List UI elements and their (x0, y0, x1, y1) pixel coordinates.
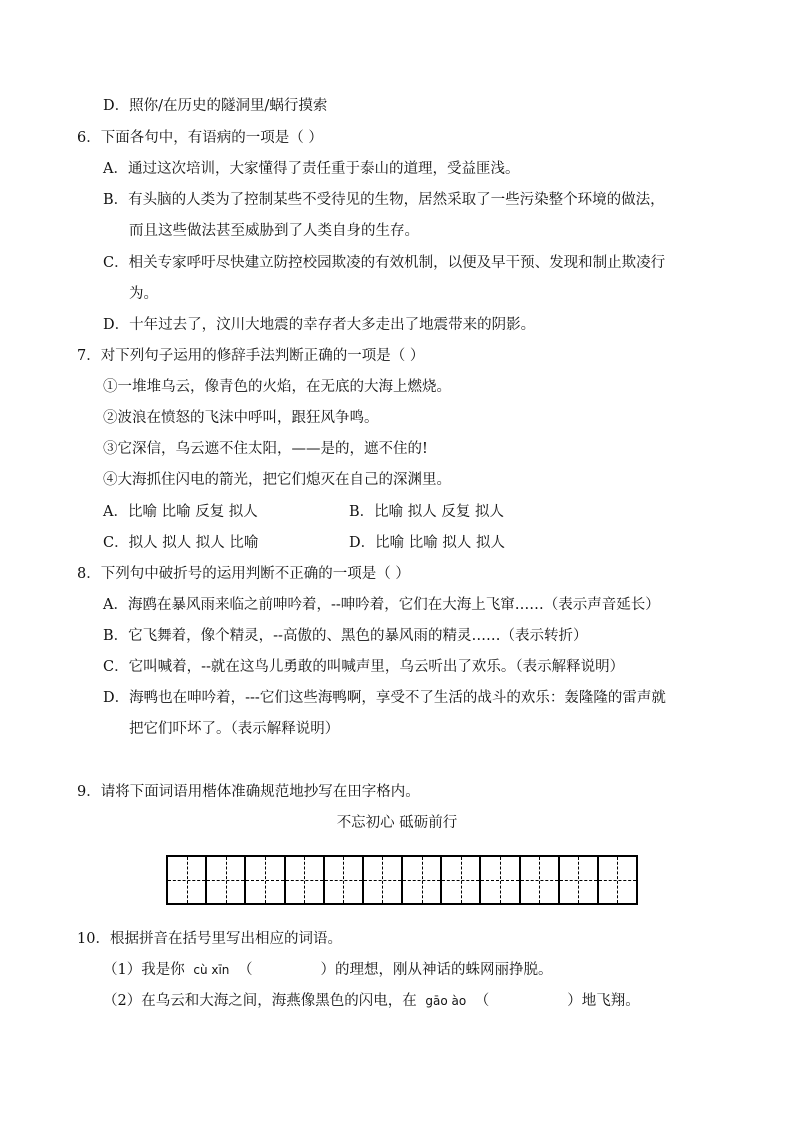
q10-item1-close: ）的理想，刚从神话的蛛网丽挣脱。 (320, 962, 553, 978)
q7-option-c: C．拟人 拟人 拟人 比喻 (103, 535, 259, 551)
q10-item1-open-paren: （ (238, 962, 253, 978)
cell-vertical-guide (187, 857, 188, 903)
tianzi-cell[interactable] (168, 857, 207, 903)
q10-item2-open-paren: （ (474, 993, 490, 1009)
q9-words: 不忘初心 砥砺前行 (336, 815, 458, 831)
q10-item1-pinyin: cù xīn (193, 963, 230, 977)
q8-option-a: A．海鸥在暴风雨来临之前呻吟着，--呻吟着，它们在大海上飞窜……（表示声音延长） (103, 597, 660, 613)
tianzi-cell[interactable] (521, 857, 560, 903)
q10-item-1 (103, 960, 553, 980)
q10-stem: 10．根据拼音在括号里写出相应的词语。 (77, 931, 342, 947)
tianzi-cell[interactable] (207, 857, 246, 903)
tianzi-cell[interactable] (286, 857, 325, 903)
q8-option-b: B．它飞舞着，像个精灵，--高傲的、黑色的暴风雨的精灵……（表示转折） (103, 628, 588, 644)
cell-vertical-guide (226, 857, 227, 903)
cell-vertical-guide (461, 857, 462, 903)
q10-item1-prefix: （1）我是你 (103, 962, 185, 978)
q7-sentence-3: ③它深信，乌云遮不住太阳，——是的，遮不住的! (103, 441, 428, 457)
q8-option-d-line2: 把它们吓坏了。（表示解释说明） (129, 721, 340, 737)
q10-item2-pinyin: gāo ào (425, 994, 467, 1008)
q6-option-c-line2: 为。 (129, 286, 158, 302)
q7-stem: 7．对下列句子运用的修辞手法判断正确的一项是（ ） (77, 348, 425, 364)
q10-item2-prefix: （2）在乌云和大海之间，海燕像黑色的闪电，在 (103, 993, 417, 1009)
q7-sentence-1: ①一堆堆乌云，像青色的火焰，在无底的大海上燃烧。 (103, 379, 451, 395)
tianzi-cell[interactable] (599, 857, 636, 903)
q7-options-row-2 (0, 533, 794, 553)
tianzi-cell[interactable] (481, 857, 520, 903)
tianzi-cell[interactable] (364, 857, 403, 903)
tianzi-grid[interactable] (166, 855, 638, 905)
tianzi-cell[interactable] (246, 857, 285, 903)
tianzi-cell[interactable] (442, 857, 481, 903)
cell-vertical-guide (422, 857, 423, 903)
q7-option-d: D．比喻 比喻 拟人 拟人 (349, 535, 505, 551)
cell-vertical-guide (578, 857, 579, 903)
q6-option-d: D．十年过去了，汶川大地震的幸存者大多走出了地震带来的阴影。 (103, 317, 536, 333)
q8-option-d-line1: D．海鸭也在呻吟着，---它们这些海鸭啊，享受不了生活的战斗的欢乐：轰隆隆的雷声就 (103, 690, 666, 706)
q6-option-c-line1: C．相关专家呼吁尽快建立防控校园欺凌的有效机制，以便及早干预、发现和制止欺凌行 (103, 255, 666, 271)
q7-sentence-4: ④大海抓住闪电的箭光，把它们熄灭在自己的深渊里。 (103, 472, 451, 488)
cell-vertical-guide (382, 857, 383, 903)
tianzi-cell[interactable] (325, 857, 364, 903)
q5-option-d: D．照你/在历史的隧洞里/蜗行摸索 (103, 98, 328, 114)
q8-stem: 8．下列句中破折号的运用判断不正确的一项是（ ） (77, 566, 410, 582)
cell-vertical-guide (343, 857, 344, 903)
q7-option-a: A．比喻 比喻 反复 拟人 (103, 504, 258, 520)
q7-option-b: B．比喻 拟人 反复 拟人 (349, 504, 504, 520)
q10-item-2 (103, 991, 640, 1011)
cell-vertical-guide (539, 857, 540, 903)
q7-options-row-1 (0, 502, 794, 522)
cell-vertical-guide (304, 857, 305, 903)
q6-option-a: A．通过这次培训，大家懂得了责任重于泰山的道理，受益匪浅。 (103, 161, 520, 177)
q6-stem: 6．下面各句中，有语病的一项是（ ） (77, 130, 323, 146)
cell-vertical-guide (265, 857, 266, 903)
tianzi-cell[interactable] (560, 857, 599, 903)
q9-stem: 9．请将下面词语用楷体准确规范地抄写在田字格内。 (77, 784, 420, 800)
tianzi-cell[interactable] (403, 857, 442, 903)
q7-sentence-2: ②波浪在愤怒的飞沫中呼叫，跟狂风争鸣。 (103, 410, 379, 426)
cell-vertical-guide (500, 857, 501, 903)
q6-option-b-line1: B．有头脑的人类为了控制某些不受待见的生物，居然采取了一些污染整个环境的做法， (103, 192, 665, 208)
q10-item2-close: ）地飞翔。 (567, 993, 640, 1009)
cell-vertical-guide (617, 857, 618, 903)
q8-option-c: C．它叫喊着，--就在这鸟儿勇敢的叫喊声里，乌云听出了欢乐。（表示解释说明） (103, 659, 625, 675)
q6-option-b-line2: 而且这些做法甚至威胁到了人类自身的生存。 (129, 223, 419, 239)
